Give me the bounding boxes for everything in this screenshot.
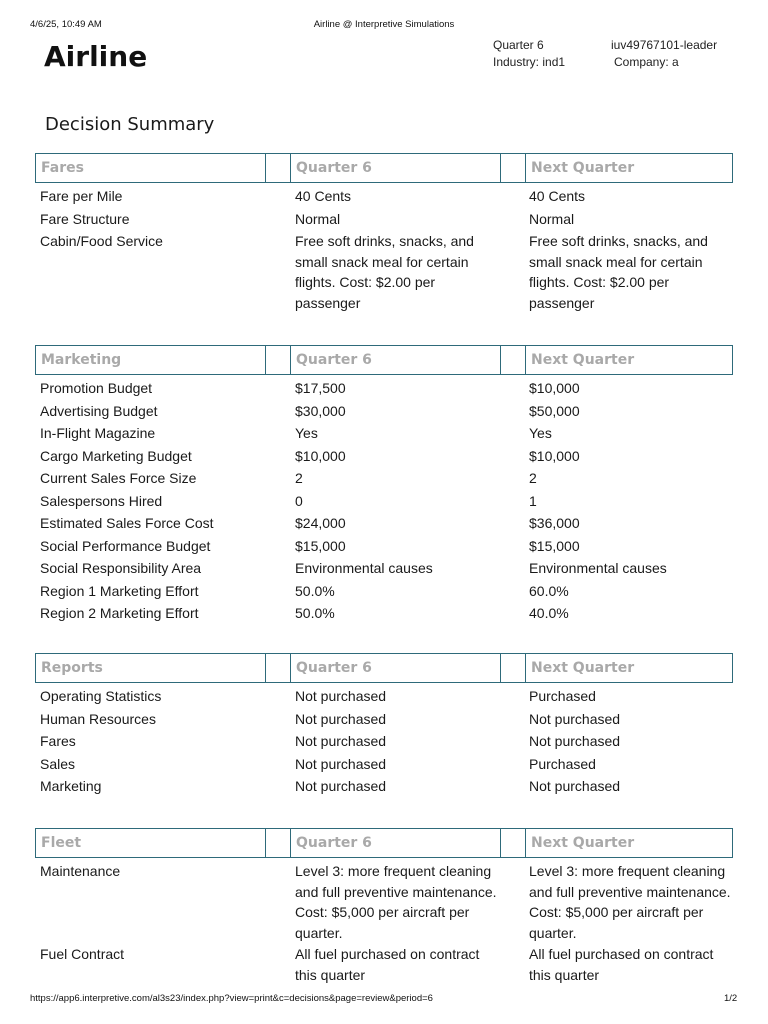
quarter-label: Quarter 6: [493, 38, 544, 52]
table-row: [35, 446, 733, 469]
row-label: Fares: [40, 733, 76, 749]
table-row: [35, 686, 733, 709]
row-label: Cabin/Food Service: [40, 233, 163, 249]
next-quarter-value: 60.0%: [529, 582, 569, 599]
fleet-header-label: Fleet: [41, 835, 82, 851]
marketing-header-quarter6: Quarter 6: [296, 352, 372, 368]
app-title: Airline: [44, 40, 148, 73]
print-header: [0, 19, 768, 33]
quarter6-value: Environmental causes: [295, 560, 433, 576]
quarter6-value: Normal: [295, 210, 341, 227]
row-label: Current Sales Force Size: [40, 470, 197, 486]
next-quarter-value: Free soft drinks, snacks, and small snack meal for certain flights. Cost: $2.00 per passenger: [529, 233, 708, 311]
next-quarter-value: Yes: [529, 425, 552, 441]
fleet-header-next-quarter: Next Quarter: [531, 835, 635, 851]
quarter6-value: $17,500: [295, 380, 346, 396]
next-quarter-value: Not purchased: [529, 710, 621, 727]
row-label: Fare Structure: [40, 210, 130, 227]
next-quarter-value: Environmental causes: [529, 560, 667, 576]
row-label: Fare per Mile: [40, 188, 123, 204]
quarter6-value: Level 3: more frequent cleaning and full preventive maintenance. Cost: $5,000 per aircraft per quarter.: [295, 863, 497, 941]
next-quarter-value: $50,000: [529, 402, 580, 419]
quarter6-value: $10,000: [295, 447, 346, 464]
quarter6-value: $30,000: [295, 402, 346, 419]
row-label: Cargo Marketing Budget: [40, 447, 192, 464]
next-quarter-value: Not purchased: [529, 733, 621, 749]
reports-section: [35, 653, 733, 799]
table-row: [35, 423, 733, 446]
table-row: [35, 603, 733, 626]
print-title: Airline @ Interpretive Simulations: [313, 19, 455, 30]
table-row: [35, 776, 733, 799]
table-row: [35, 709, 733, 732]
fares-header-quarter6: Quarter 6: [296, 160, 372, 176]
table-row: [35, 468, 733, 491]
column-divider: [500, 346, 501, 374]
table-row: [35, 861, 733, 944]
reports-header-row: [35, 653, 733, 683]
table-row: [35, 581, 733, 604]
fleet-section: [35, 828, 733, 986]
row-label: Fuel Contract: [40, 946, 125, 962]
row-label: Sales: [40, 755, 76, 772]
quarter6-value: $24,000: [295, 515, 346, 531]
quarter6-value: All fuel purchased on contract this quarter: [295, 946, 480, 983]
quarter6-value: Not purchased: [295, 733, 387, 749]
page-title: Decision Summary: [45, 114, 215, 135]
reports-header-label: Reports: [41, 660, 103, 676]
next-quarter-value: Level 3: more frequent cleaning and full preventive maintenance. Cost: $5,000 per aircraft per quarter.: [529, 863, 731, 941]
next-quarter-value: 40.0%: [529, 605, 569, 621]
table-row: [35, 186, 733, 209]
quarter6-value: 50.0%: [295, 605, 335, 621]
marketing-header-next-quarter: Next Quarter: [531, 352, 635, 368]
column-divider: [290, 154, 291, 182]
fares-header-label: Fares: [41, 160, 84, 176]
marketing-rows: [35, 378, 733, 626]
row-label: Maintenance: [40, 863, 121, 879]
next-quarter-value: 1: [529, 492, 537, 509]
row-label: Region 2 Marketing Effort: [40, 605, 199, 621]
quarter6-value: Not purchased: [295, 688, 387, 704]
next-quarter-value: $10,000: [529, 380, 580, 396]
next-quarter-value: Purchased: [529, 755, 596, 772]
industry-label: Industry: ind1: [493, 55, 566, 69]
row-label: In-Flight Magazine: [40, 425, 156, 441]
column-divider: [265, 346, 266, 374]
column-divider: [290, 829, 291, 857]
table-row: [35, 944, 733, 986]
page-number: 1/2: [724, 993, 738, 1004]
column-divider: [525, 154, 526, 182]
next-quarter-value: $10,000: [529, 447, 580, 464]
print-footer: [0, 993, 768, 1007]
table-row: [35, 536, 733, 559]
row-label: Salespersons Hired: [40, 492, 163, 509]
next-quarter-value: All fuel purchased on contract this quarter: [529, 946, 714, 983]
row-label: Estimated Sales Force Cost: [40, 515, 214, 531]
company-label: Company: a: [614, 55, 679, 69]
fares-header-next-quarter: Next Quarter: [531, 160, 635, 176]
marketing-header-label: Marketing: [41, 352, 122, 368]
row-label: Social Performance Budget: [40, 537, 211, 554]
row-label: Operating Statistics: [40, 688, 162, 704]
next-quarter-value: $15,000: [529, 537, 580, 554]
reports-header-quarter6: Quarter 6: [296, 660, 372, 676]
table-row: [35, 209, 733, 232]
column-divider: [290, 346, 291, 374]
quarter6-value: Not purchased: [295, 755, 387, 772]
fleet-header-quarter6: Quarter 6: [296, 835, 372, 851]
column-divider: [265, 654, 266, 682]
next-quarter-value: $36,000: [529, 515, 580, 531]
fares-header-row: [35, 153, 733, 183]
next-quarter-value: Purchased: [529, 688, 596, 704]
quarter6-value: Not purchased: [295, 778, 387, 794]
column-divider: [500, 829, 501, 857]
column-divider: [525, 346, 526, 374]
quarter6-value: 50.0%: [295, 582, 335, 599]
column-divider: [525, 829, 526, 857]
footer-url: https://app6.interpretive.com/al3s23/index.php?view=print&c=decisions&page=review&period=6: [30, 993, 433, 1004]
table-row: [35, 401, 733, 424]
column-divider: [290, 654, 291, 682]
next-quarter-value: Not purchased: [529, 778, 621, 794]
fleet-header-row: [35, 828, 733, 858]
next-quarter-value: 2: [529, 470, 537, 486]
fares-section: [35, 153, 733, 314]
row-label: Promotion Budget: [40, 380, 153, 396]
reports-header-next-quarter: Next Quarter: [531, 660, 635, 676]
column-divider: [500, 654, 501, 682]
quarter6-value: 2: [295, 470, 303, 486]
quarter6-value: Yes: [295, 425, 318, 441]
quarter6-value: Free soft drinks, snacks, and small snack meal for certain flights. Cost: $2.00 per passenger: [295, 233, 474, 311]
table-row: [35, 731, 733, 754]
marketing-header-row: [35, 345, 733, 375]
table-row: [35, 491, 733, 514]
column-divider: [525, 654, 526, 682]
quarter6-value: $15,000: [295, 537, 346, 554]
quarter6-value: Not purchased: [295, 710, 387, 727]
row-label: Advertising Budget: [40, 402, 158, 419]
next-quarter-value: 40 Cents: [529, 188, 586, 204]
next-quarter-value: Normal: [529, 210, 575, 227]
quarter6-value: 0: [295, 492, 303, 509]
row-label: Human Resources: [40, 710, 156, 727]
table-row: [35, 754, 733, 777]
row-label: Marketing: [40, 778, 102, 794]
table-row: [35, 558, 733, 581]
quarter6-value: 40 Cents: [295, 188, 352, 204]
table-row: [35, 378, 733, 401]
fleet-rows: [35, 861, 733, 986]
row-label: Region 1 Marketing Effort: [40, 582, 199, 599]
column-divider: [265, 829, 266, 857]
column-divider: [500, 154, 501, 182]
table-row: [35, 231, 733, 314]
row-label: Social Responsibility Area: [40, 560, 202, 576]
user-id: iuv49767101-leader: [611, 38, 718, 52]
marketing-section: [35, 345, 733, 626]
table-row: [35, 513, 733, 536]
fares-rows: [35, 186, 733, 314]
print-date: 4/6/25, 10:49 AM: [30, 19, 102, 30]
reports-rows: [35, 686, 733, 799]
column-divider: [265, 154, 266, 182]
